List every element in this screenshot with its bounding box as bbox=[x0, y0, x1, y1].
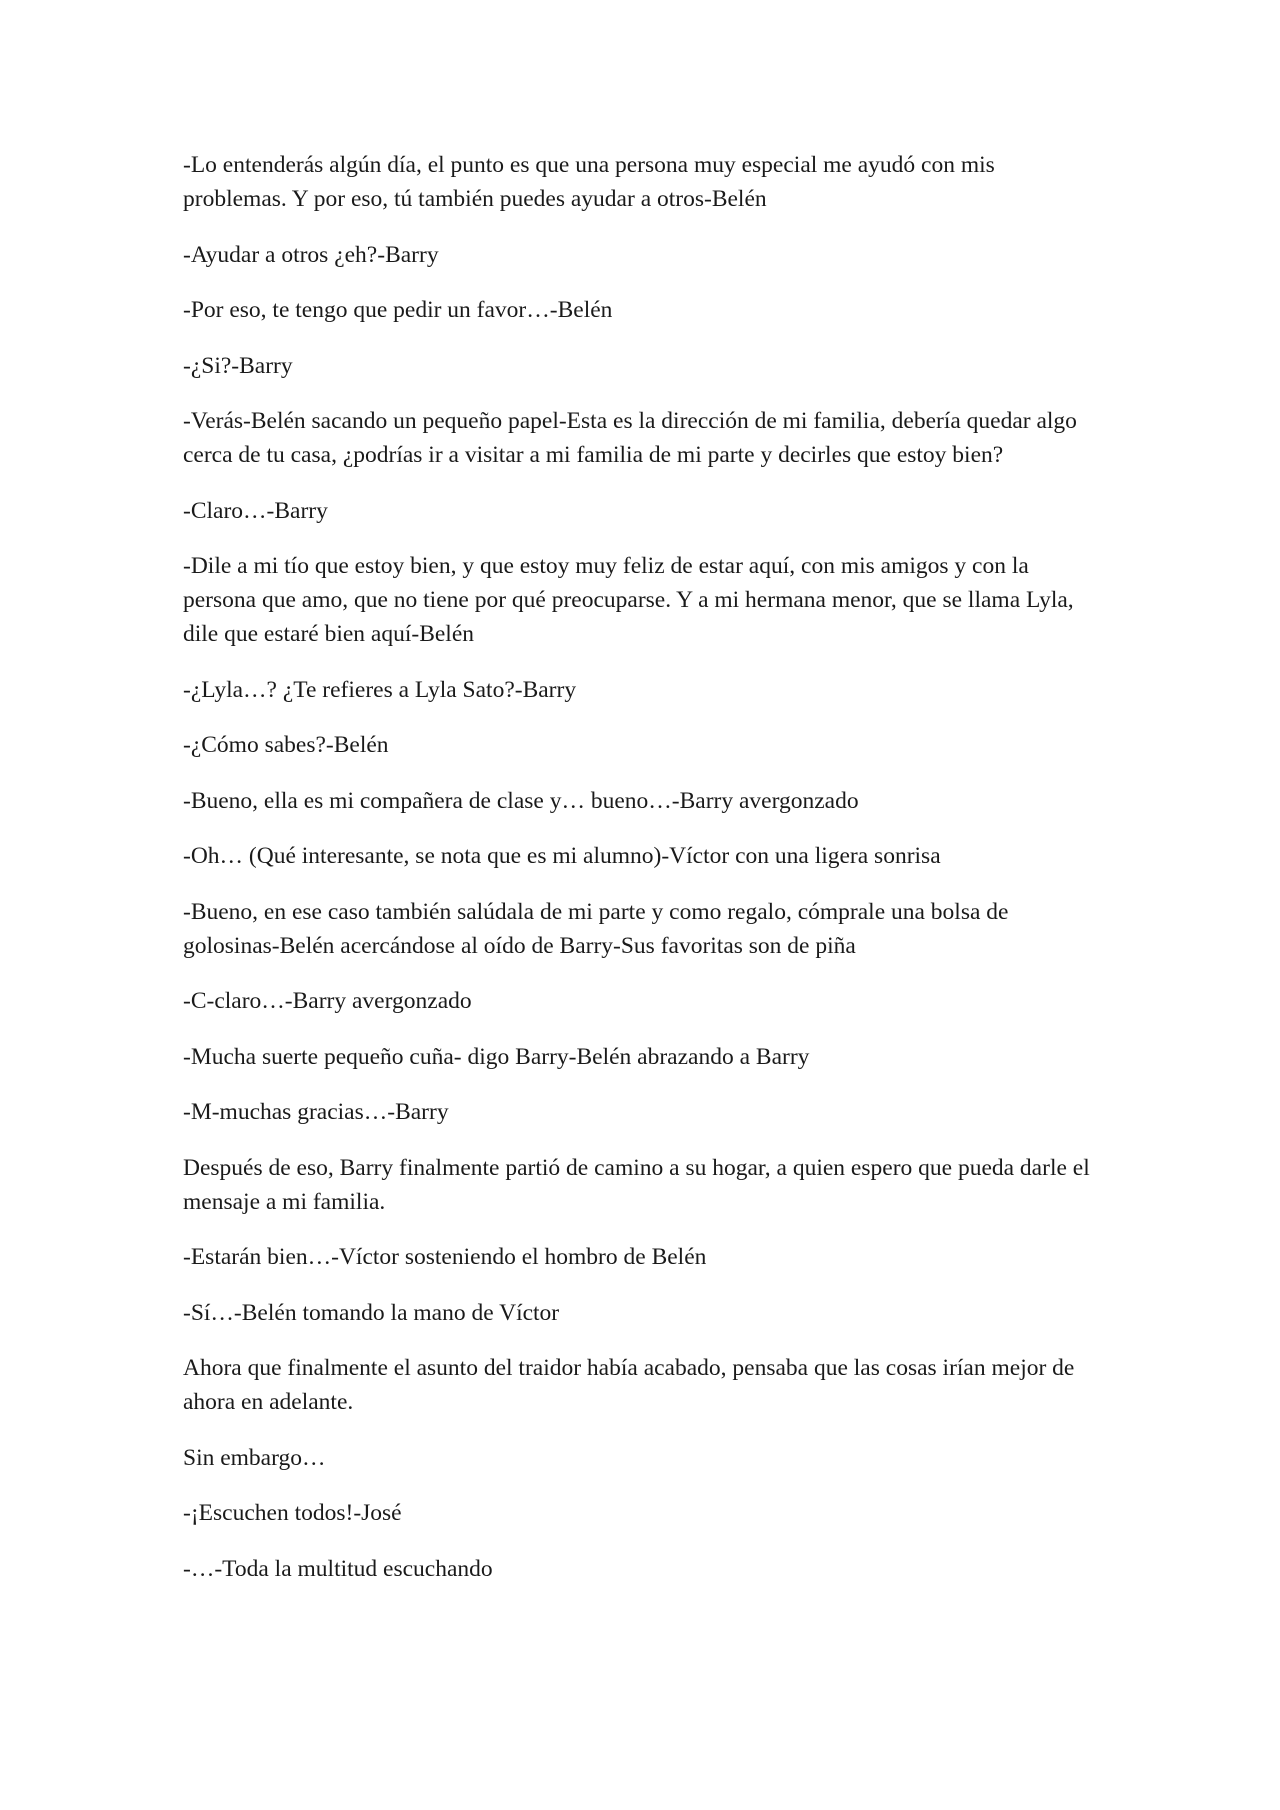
paragraph-21: -¡Escuchen todos!-José bbox=[183, 1500, 402, 1526]
paragraph-9: -¿Cómo sabes?-Belén bbox=[183, 732, 389, 758]
paragraph-19: Ahora que finalmente el asunto del traidor había acabado, pensaba que las cosas irían mejor de ahora en adelante. bbox=[183, 1355, 1075, 1415]
paragraph-13: -C-claro…-Barry avergonzado bbox=[183, 988, 472, 1014]
paragraph-4: -¿Si?-Barry bbox=[183, 352, 293, 379]
paragraph-12: -Bueno, en ese caso también salúdala de mi parte y como regalo, cómprale una bolsa de golosinas-Belén acercándose al oído de Barry-Sus favoritas son de piña bbox=[183, 898, 1009, 959]
paragraph-20: Sin embargo… bbox=[183, 1444, 326, 1471]
paragraph-15: -M-muchas gracias…-Barry bbox=[183, 1099, 449, 1125]
paragraph-6: -Claro…-Barry bbox=[183, 497, 328, 524]
paragraph-3: -Por eso, te tengo que pedir un favor…-Belén bbox=[183, 297, 613, 323]
paragraph-1: -Lo entenderás algún día, el punto es que una persona muy especial me ayudó con mis problemas. Y por eso, tú también puedes ayudar a otros-Belén bbox=[183, 152, 995, 212]
paragraph-14: -Mucha suerte pequeño cuña- digo Barry-Belén abrazando a Barry bbox=[183, 1043, 810, 1070]
paragraph-17: -Estarán bien…-Víctor sosteniendo el hombro de Belén bbox=[183, 1244, 707, 1270]
paragraph-2: -Ayudar a otros ¿eh?-Barry bbox=[183, 241, 439, 268]
document-body bbox=[183, 148, 1103, 1607]
paragraph-16: Después de eso, Barry finalmente partió de camino a su hogar, a quien espero que pueda darle el mensaje a mi familia. bbox=[183, 1154, 1090, 1215]
paragraph-11: -Oh… (Qué interesante, se nota que es mi alumno)-Víctor con una ligera sonrisa bbox=[183, 843, 941, 869]
paragraph-22: -…-Toda la multitud escuchando bbox=[183, 1555, 493, 1582]
paragraph-8: -¿Lyla…? ¿Te refieres a Lyla Sato?-Barry bbox=[183, 676, 577, 703]
paragraph-10: -Bueno, ella es mi compañera de clase y… bueno…-Barry avergonzado bbox=[183, 787, 859, 814]
paragraph-18: -Sí…-Belén tomando la mano de Víctor bbox=[183, 1299, 560, 1326]
paragraph-7: -Dile a mi tío que estoy bien, y que estoy muy feliz de estar aquí, con mis amigos y con la persona que amo, que no tiene por qué preocuparse. Y a mi hermana menor, que se llama Lyla, dile que estaré bien aquí-Belén bbox=[183, 553, 1074, 647]
paragraph-5: -Verás-Belén sacando un pequeño papel-Esta es la dirección de mi familia, debería quedar algo cerca de tu casa, ¿podrías ir a visitar a mi familia de mi parte y decirles que estoy bien? bbox=[183, 408, 1077, 468]
